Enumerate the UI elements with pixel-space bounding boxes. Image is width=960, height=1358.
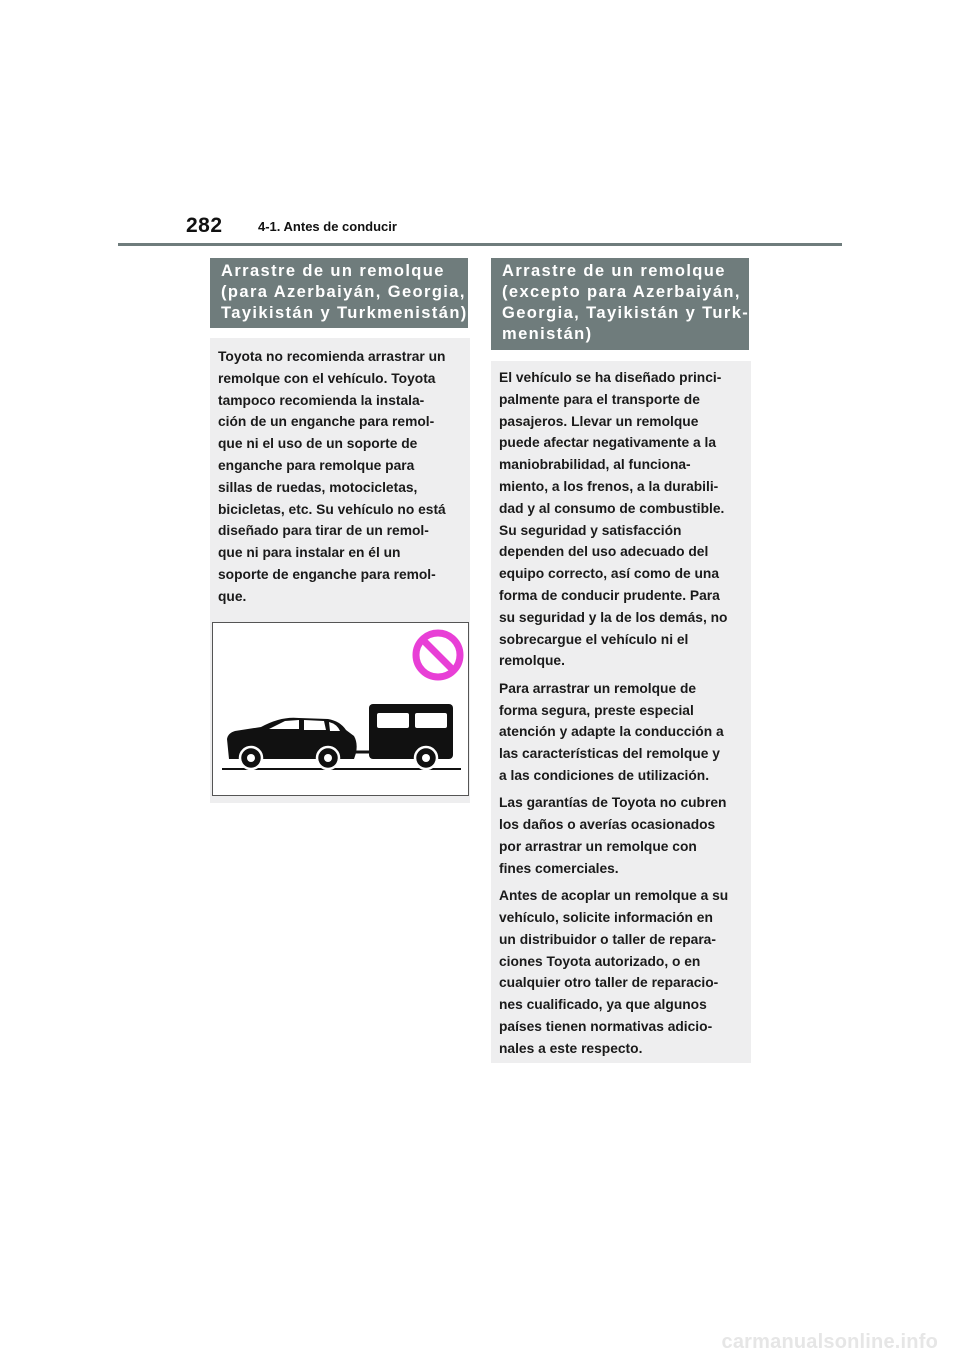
text-line: Las garantías de Toyota no cubren <box>499 795 727 811</box>
text-line: sobrecargue el vehículo ni el <box>499 631 689 647</box>
text-line: ción de un enganche para remol- <box>218 414 435 430</box>
right-section-title <box>491 258 749 350</box>
paragraph <box>499 885 751 1059</box>
text-line: pasajeros. Llevar un remolque <box>499 413 699 429</box>
text-line: enganche para remolque para <box>218 457 415 473</box>
text-line: soporte de enganche para remol- <box>218 566 436 582</box>
header-divider <box>118 243 842 246</box>
text-line: sillas de ruedas, motocicletas, <box>218 479 418 495</box>
text-line: bicicletas, etc. Su vehículo no está <box>218 501 446 517</box>
text-line: las características del remolque y <box>499 746 720 762</box>
text-line: a las condiciones de utilización. <box>499 767 710 783</box>
left-body-text <box>218 346 470 608</box>
text-line: El vehículo se ha diseñado princi- <box>499 370 722 385</box>
text-line: puede afectar negativamente a la <box>499 435 717 451</box>
text-line: fines comerciales. <box>499 860 619 876</box>
right-title-line: (excepto para Azerbaiyán, <box>502 283 741 301</box>
text-line: por arrastrar un remolque con <box>499 838 697 854</box>
text-line: Para arrastrar un remolque de <box>499 680 697 696</box>
right-title-line: Arrastre de un remolque <box>502 262 726 280</box>
text-line: palmente para el transporte de <box>499 391 700 407</box>
text-line: equipo correcto, así como de una <box>499 566 720 582</box>
text-line: diseñado para tirar de un remol- <box>218 523 429 539</box>
text-line: vehículo, solicite información en <box>499 909 713 925</box>
left-title-line: (para Azerbaiyán, Georgia, <box>221 283 466 301</box>
text-line: atención y adapte la conducción a <box>499 724 724 740</box>
text-line: un distribuidor o taller de repara- <box>499 931 716 947</box>
chapter-title: 4-1. Antes de conducir <box>258 219 397 234</box>
text-line: que ni para instalar en él un <box>218 545 401 561</box>
towing-prohibited-illustration <box>212 622 469 796</box>
paragraph <box>499 792 751 879</box>
text-line: forma de conducir prudente. Para <box>499 587 720 603</box>
caravan-trailer-icon <box>369 704 453 769</box>
illustration-svg <box>213 623 468 795</box>
right-body-text <box>499 367 751 1059</box>
paragraph <box>499 678 751 787</box>
text-line: países tienen normativas adicio- <box>499 1018 713 1034</box>
paragraph <box>499 367 751 672</box>
text-line: miento, a los frenos, a la durabili- <box>499 478 719 494</box>
right-section-box <box>491 361 751 1063</box>
left-title-line: Tayikistán y Turkmenistán) <box>221 304 468 322</box>
left-section-title <box>210 258 468 328</box>
text-line: su seguridad y la de los demás, no <box>499 609 728 625</box>
prohibition-icon <box>416 633 460 677</box>
left-title-line: Arrastre de un remolque <box>221 262 445 280</box>
text-line: Antes de acoplar un remolque a su <box>499 888 729 904</box>
text-line: dad y al consumo de combustible. <box>499 500 725 516</box>
text-line: tampoco recomienda la instala- <box>218 392 425 408</box>
right-title-line: menistán) <box>502 325 593 343</box>
text-line: que. <box>218 588 247 604</box>
text-line: dependen del uso adecuado del <box>499 544 709 560</box>
text-line: cualquier otro taller de reparacio- <box>499 975 719 991</box>
text-line: ciones Toyota autorizado, o en <box>499 953 701 969</box>
text-line: los daños o averías ocasionados <box>499 817 716 833</box>
text-line: remolque. <box>499 653 565 669</box>
text-line: nales a este respecto. <box>499 1040 643 1056</box>
page-number: 282 <box>186 214 223 237</box>
text-line: Toyota no recomienda arrastrar un <box>218 349 446 364</box>
watermark: carmanualsonline.info <box>721 1331 938 1353</box>
right-title-line: Georgia, Tayikistán y Turk- <box>502 304 750 322</box>
text-line: nes cualificado, ya que algunos <box>499 997 707 1013</box>
suv-icon <box>227 718 371 769</box>
text-line: que ni el uso de un soporte de <box>218 436 418 452</box>
text-line: maniobrabilidad, al funciona- <box>499 457 691 473</box>
text-line: remolque con el vehículo. Toyota <box>218 370 436 386</box>
text-line: forma segura, preste especial <box>499 702 694 718</box>
text-line: Su seguridad y satisfacción <box>499 522 682 538</box>
